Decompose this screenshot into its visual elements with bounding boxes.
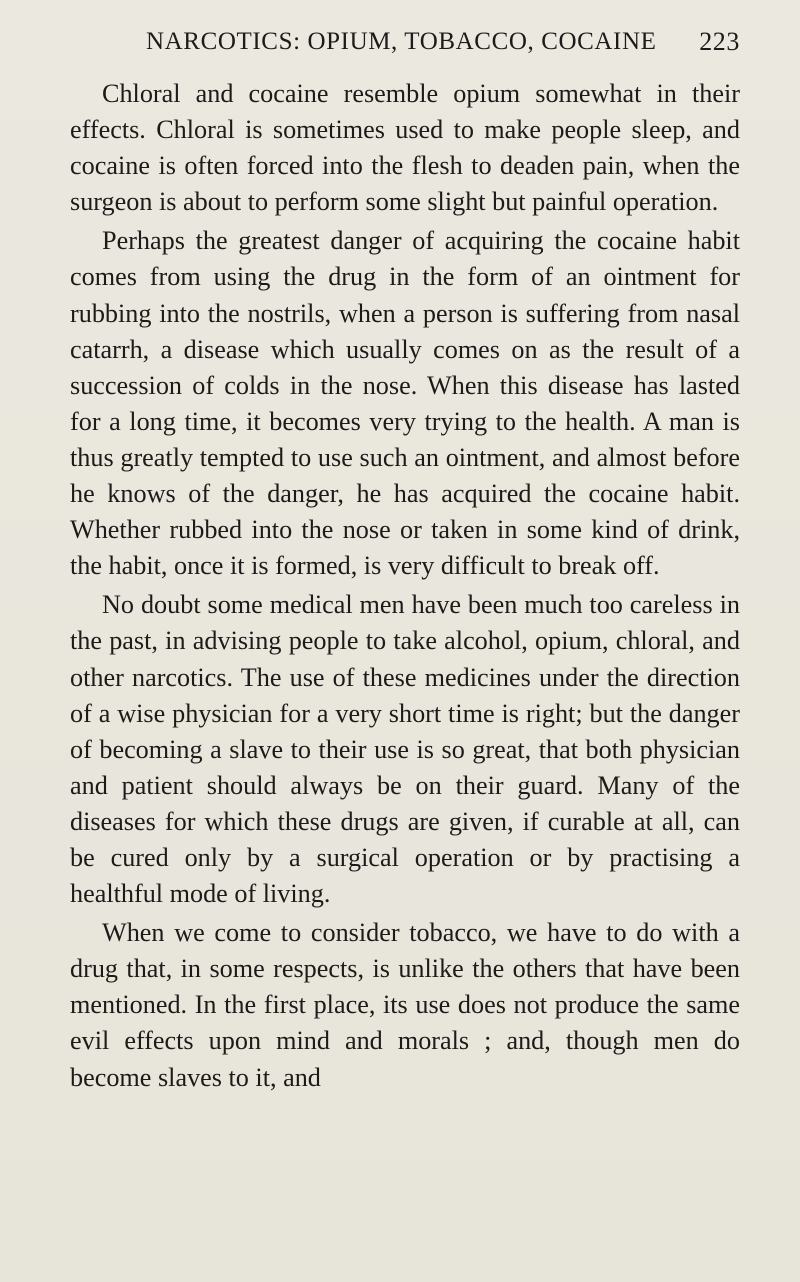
paragraph: When we come to consider tobacco, we have to do with a drug that, in some respects, is unlike the others that have been mentioned. In the first place, its use does not produce the same evil effects upon mind and morals ; and, though men do become slaves to it, and — [70, 918, 740, 1092]
page-number: 223 — [699, 27, 740, 56]
paragraph: Chloral and cocaine resemble opium somewhat in their effects. Chloral is sometimes used to make people sleep, and cocaine is often forced into the flesh to deaden pain, when the surgeon is about to perform some slight but painful operation. — [70, 79, 740, 217]
paragraph: Perhaps the greatest danger of acquiring the cocaine habit comes from using the drug in the form of an ointment for rubbing into the nostrils, when a person is suffering from nasal catarrh, a disease which usually comes on as the result of a succession of colds in the nose. When this disease has lasted for a long time, it becomes very trying to the health. A man is thus greatly tempted to use such an ointment, and almost before he knows of the danger, he has acquired the cocaine habit. Whether rubbed into the nose or taken in some kind of drink, the habit, once it is formed, is very difficult to break off. — [70, 226, 740, 581]
body-text — [70, 76, 740, 1099]
paragraph: No doubt some medical men have been much too careless in the past, in advising people to take alcohol, opium, chloral, and other narcotics. The use of these medicines under the direction of a wise physician for a very short time is right; but the danger of becoming a slave to their use is so great, that both physician and patient should always be on their guard. Many of the diseases for which these drugs are given, if curable at all, can be cured only by a surgical operation or by practising a healthful mode of living. — [70, 590, 740, 909]
running-title: NARCOTICS: OPIUM, TOBACCO, COCAINE — [146, 28, 657, 55]
running-head — [70, 22, 740, 62]
